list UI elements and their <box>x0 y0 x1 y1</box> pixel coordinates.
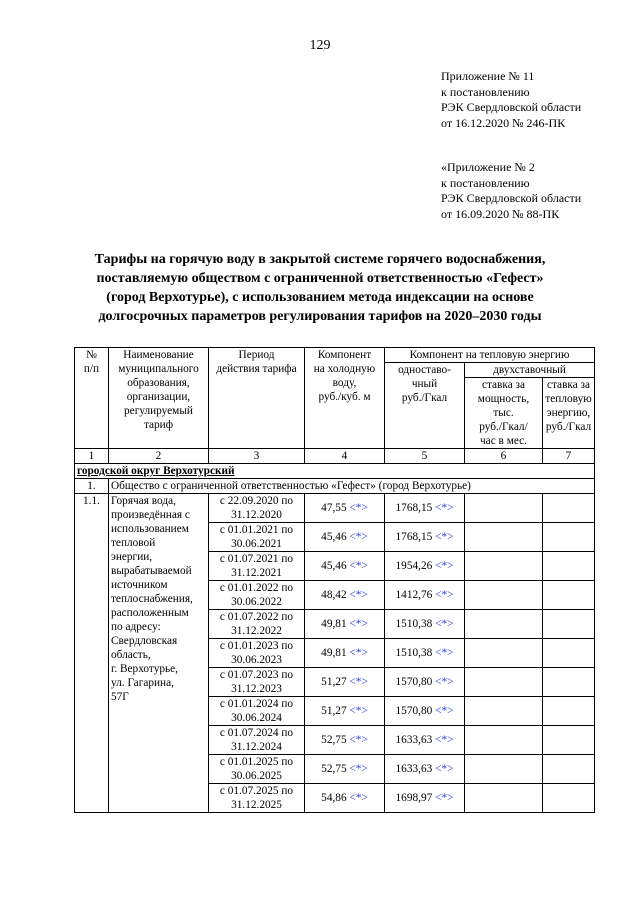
footnote-mark: <*> <box>349 705 368 717</box>
one-rate-value <box>385 523 465 552</box>
district-name: городской округ Верхотурский <box>75 464 595 479</box>
period-line: с 01.01.2021 по <box>219 524 294 536</box>
one-rate-value <box>385 668 465 697</box>
column-number: 4 <box>305 449 385 464</box>
appendix-line: к постановлению <box>441 175 530 190</box>
period-cell <box>209 639 305 668</box>
cold-water-value <box>305 494 385 523</box>
period-line: с 01.01.2023 по <box>219 640 294 652</box>
description-line: Свердловская <box>111 635 178 647</box>
period-cell <box>209 552 305 581</box>
tariff-value: 52,75 <box>321 763 347 775</box>
column-number: 7 <box>543 449 595 464</box>
footnote-mark: <*> <box>349 502 368 514</box>
period-line: 31.12.2021 <box>231 567 282 579</box>
district-row <box>75 464 595 479</box>
cold-water-value <box>305 552 385 581</box>
tariff-value: 1633,63 <box>395 763 433 775</box>
tariff-value: 51,27 <box>321 676 347 688</box>
tariff-value: 1412,76 <box>395 589 433 601</box>
energy-rate-value <box>543 697 595 726</box>
energy-rate-value <box>543 523 595 552</box>
period-line: 30.06.2024 <box>231 712 282 724</box>
footnote-mark: <*> <box>435 589 454 601</box>
tariff-value: 1510,38 <box>395 647 433 659</box>
appendix-line: РЭК Свердловской области <box>441 191 582 205</box>
one-rate-value <box>385 755 465 784</box>
column-number: 2 <box>109 449 209 464</box>
description-line: вырабатываемой <box>111 565 192 577</box>
energy-rate-value <box>543 639 595 668</box>
period-line: с 01.01.2025 по <box>219 756 294 768</box>
power-rate-value <box>465 494 543 523</box>
period-line: с 01.07.2022 по <box>219 611 294 623</box>
cold-water-value <box>305 726 385 755</box>
period-cell <box>209 784 305 813</box>
one-rate-value <box>385 726 465 755</box>
one-rate-value <box>385 610 465 639</box>
column-number: 3 <box>209 449 305 464</box>
organization-name: Общество с ограниченной ответственностью «Гефест» (город Верхотурье) <box>109 479 595 494</box>
tariff-value: 1954,26 <box>395 560 433 572</box>
power-rate-value <box>465 523 543 552</box>
energy-rate-value <box>543 494 595 523</box>
description-line: ул. Гагарина, <box>111 677 174 689</box>
page-number: 129 <box>309 38 331 53</box>
appendix-11-header <box>441 69 581 131</box>
power-rate-value <box>465 552 543 581</box>
title-line: долгосрочных параметров регулирования тарифов на 2020–2030 годы <box>98 309 542 324</box>
period-line: с 22.09.2020 по <box>219 495 294 507</box>
period-line: 30.06.2021 <box>231 538 282 550</box>
description-line: произведённая с <box>111 509 190 521</box>
description-line: расположенным <box>111 607 189 619</box>
footnote-mark: <*> <box>349 560 368 572</box>
column-number: 1 <box>75 449 109 464</box>
period-line: 31.12.2022 <box>231 625 282 637</box>
tariff-table <box>74 347 595 813</box>
one-rate-value <box>385 639 465 668</box>
tariff-value: 45,46 <box>321 560 347 572</box>
header-power-rate: ставка за мощность, тыс. руб./Гкал/ час в мес. <box>465 378 543 449</box>
period-line: с 01.01.2024 по <box>219 698 294 710</box>
period-line: с 01.07.2023 по <box>219 669 294 681</box>
footnote-mark: <*> <box>435 676 454 688</box>
footnote-mark: <*> <box>435 560 454 572</box>
period-line: 31.12.2024 <box>231 741 282 753</box>
header-name: Наименование муниципального образования, организации, регулируемый тариф <box>109 348 209 449</box>
period-cell <box>209 523 305 552</box>
header-one-rate: одноставо- чный руб./Гкал <box>385 363 465 449</box>
one-rate-value <box>385 494 465 523</box>
header-heat-energy: Компонент на тепловую энергию <box>385 348 595 363</box>
period-line: с 01.07.2025 по <box>219 785 294 797</box>
tariff-value: 1768,15 <box>395 531 433 543</box>
one-rate-value <box>385 784 465 813</box>
item-number: 1.1. <box>75 494 109 813</box>
description-line: использованием <box>111 523 189 535</box>
power-rate-value <box>465 581 543 610</box>
appendix-line: Приложение № 11 <box>441 69 535 83</box>
description-line: по адресу: <box>111 621 161 633</box>
tariff-value: 49,81 <box>321 647 347 659</box>
power-rate-value <box>465 755 543 784</box>
period-cell <box>209 581 305 610</box>
period-line: 30.06.2023 <box>231 654 282 666</box>
period-line: с 01.07.2024 по <box>219 727 294 739</box>
description-line: источником <box>111 579 168 591</box>
power-rate-value <box>465 639 543 668</box>
appendix-line: РЭК Свердловской области <box>441 100 582 114</box>
period-cell <box>209 668 305 697</box>
tariff-value: 1768,15 <box>395 502 433 514</box>
tariff-value: 48,42 <box>321 589 347 601</box>
footnote-mark: <*> <box>349 531 368 543</box>
footnote-mark: <*> <box>349 618 368 630</box>
footnote-mark: <*> <box>435 705 454 717</box>
footnote-mark: <*> <box>435 792 454 804</box>
footnote-mark: <*> <box>435 734 454 746</box>
period-line: с 01.01.2022 по <box>219 582 294 594</box>
energy-rate-value <box>543 610 595 639</box>
one-rate-value <box>385 552 465 581</box>
appendix-line: к постановлению <box>441 84 530 99</box>
one-rate-value <box>385 581 465 610</box>
description-line: теплоснабжения, <box>111 593 193 605</box>
power-rate-value <box>465 610 543 639</box>
header-row <box>75 348 595 363</box>
document-title <box>60 250 580 326</box>
organization-number: 1. <box>75 479 109 494</box>
title-line: (город Верхотурье), с использованием метода индексации на основе <box>106 290 534 305</box>
period-line: 31.12.2023 <box>231 683 282 695</box>
footnote-mark: <*> <box>435 531 454 543</box>
energy-rate-value <box>543 552 595 581</box>
organization-row <box>75 479 595 494</box>
period-line: 30.06.2022 <box>231 596 282 608</box>
footnote-mark: <*> <box>349 589 368 601</box>
period-cell <box>209 726 305 755</box>
table-row <box>75 494 595 523</box>
footnote-mark: <*> <box>349 763 368 775</box>
description-line: Горячая вода, <box>111 495 176 507</box>
tariff-value: 52,75 <box>321 734 347 746</box>
column-number-row <box>75 449 595 464</box>
footnote-mark: <*> <box>435 502 454 514</box>
footnote-mark: <*> <box>349 647 368 659</box>
power-rate-value <box>465 726 543 755</box>
title-line: поставляемую обществом с ограниченной ответственностью «Гефест» <box>96 271 544 286</box>
column-number: 6 <box>465 449 543 464</box>
cold-water-value <box>305 523 385 552</box>
header-energy-rate: ставка за тепловую энергию, руб./Гкал <box>543 378 595 449</box>
period-line: 30.06.2025 <box>231 770 282 782</box>
period-cell <box>209 697 305 726</box>
cold-water-value <box>305 610 385 639</box>
tariff-value: 51,27 <box>321 705 347 717</box>
tariff-value: 1510,38 <box>395 618 433 630</box>
description-line: тепловой <box>111 537 156 549</box>
period-cell <box>209 755 305 784</box>
column-number: 5 <box>385 449 465 464</box>
description-line: 57Г <box>111 691 129 703</box>
footnote-mark: <*> <box>349 792 368 804</box>
header-number: № п/п <box>75 348 109 449</box>
period-cell <box>209 610 305 639</box>
period-cell <box>209 494 305 523</box>
footnote-mark: <*> <box>349 734 368 746</box>
appendix-line: от 16.09.2020 № 88-ПК <box>441 206 560 221</box>
tariff-value: 1633,63 <box>395 734 433 746</box>
cold-water-value <box>305 581 385 610</box>
tariff-value: 1698,97 <box>395 792 433 804</box>
tariff-value: 49,81 <box>321 618 347 630</box>
appendix-2-header <box>441 160 581 222</box>
description-line: область, <box>111 649 151 661</box>
description-line: г. Верхотурье, <box>111 663 178 675</box>
footnote-mark: <*> <box>435 763 454 775</box>
tariff-value: 45,46 <box>321 531 347 543</box>
header-cold-water: Компонент на холодную воду, руб./куб. м <box>305 348 385 449</box>
energy-rate-value <box>543 668 595 697</box>
footnote-mark: <*> <box>349 676 368 688</box>
period-line: 31.12.2020 <box>231 509 282 521</box>
power-rate-value <box>465 668 543 697</box>
cold-water-value <box>305 639 385 668</box>
tariff-value: 54,86 <box>321 792 347 804</box>
appendix-line: от 16.12.2020 № 246-ПК <box>441 115 566 130</box>
cold-water-value <box>305 784 385 813</box>
tariff-value: 47,55 <box>321 502 347 514</box>
power-rate-value <box>465 784 543 813</box>
item-description <box>109 494 209 813</box>
header-period: Период действия тарифа <box>209 348 305 449</box>
footnote-mark: <*> <box>435 647 454 659</box>
tariff-value: 1570,80 <box>395 705 433 717</box>
tariff-rows <box>75 494 595 813</box>
energy-rate-value <box>543 581 595 610</box>
cold-water-value <box>305 668 385 697</box>
period-line: с 01.07.2021 по <box>219 553 294 565</box>
cold-water-value <box>305 697 385 726</box>
title-line: Тарифы на горячую воду в закрытой системе горячего водоснабжения, <box>94 252 546 267</box>
one-rate-value <box>385 697 465 726</box>
cold-water-value <box>305 755 385 784</box>
energy-rate-value <box>543 726 595 755</box>
energy-rate-value <box>543 755 595 784</box>
tariff-value: 1570,80 <box>395 676 433 688</box>
header-two-rate: двухставочный <box>465 363 595 378</box>
energy-rate-value <box>543 784 595 813</box>
description-line: энергии, <box>111 551 153 563</box>
period-line: 31.12.2025 <box>231 799 282 811</box>
power-rate-value <box>465 697 543 726</box>
footnote-mark: <*> <box>435 618 454 630</box>
appendix-line: «Приложение № 2 <box>441 160 535 174</box>
